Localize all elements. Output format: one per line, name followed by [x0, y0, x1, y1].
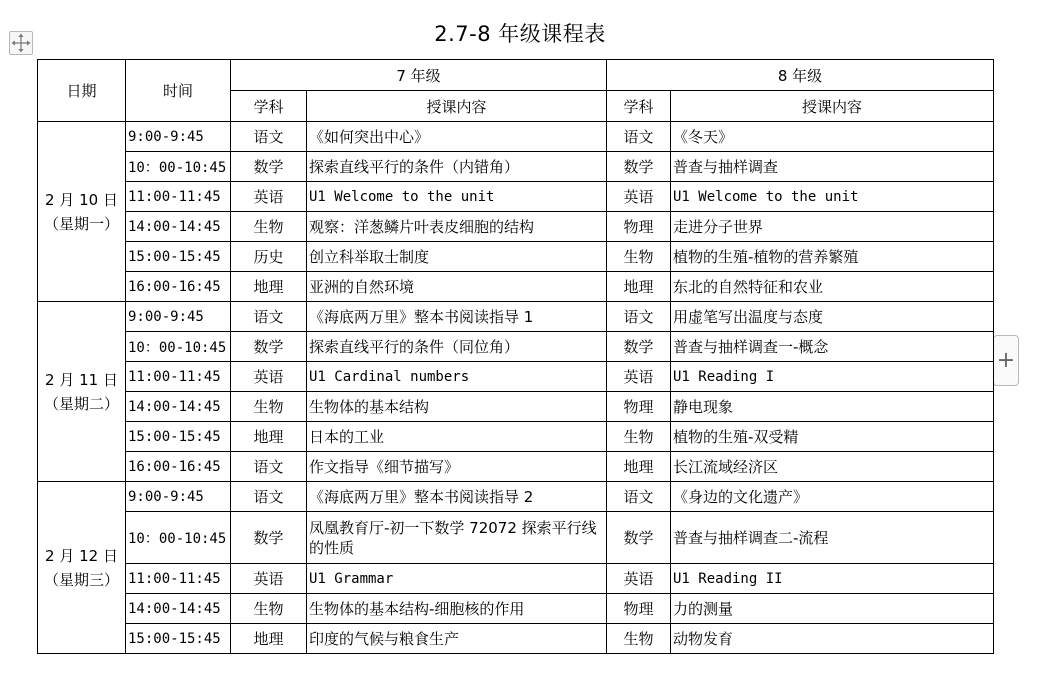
date-cell — [38, 122, 126, 302]
subject-7-cell: 语文 — [231, 122, 307, 152]
date-label: 2 月 11 日 — [45, 370, 118, 389]
table-row — [38, 242, 994, 272]
subject-7-cell: 数学 — [231, 152, 307, 182]
time-cell: 10：00-10:45 — [126, 332, 231, 362]
subject-7-cell: 语文 — [231, 302, 307, 332]
subject-7-cell: 地理 — [231, 422, 307, 452]
weekday-label: （星期一） — [43, 214, 119, 233]
move-arrows-icon[interactable] — [9, 31, 33, 55]
subject-8-cell: 英语 — [607, 564, 671, 594]
time-cell: 10：00-10:45 — [126, 512, 231, 564]
subject-8-cell: 数学 — [607, 152, 671, 182]
content-7-cell: 生物体的基本结构-细胞核的作用 — [307, 594, 607, 624]
weekday-label: （星期二） — [43, 394, 119, 413]
subject-7-cell: 数学 — [231, 512, 307, 564]
subject-8-cell: 生物 — [607, 422, 671, 452]
content-7-cell: 凤凰教育厅-初一下数学 72072 探索平行线的性质 — [307, 512, 607, 564]
subject-7-cell: 生物 — [231, 392, 307, 422]
content-7-cell: 《如何突出中心》 — [307, 122, 607, 152]
content-8-cell: 动物发育 — [671, 624, 994, 654]
subject-7-cell: 地理 — [231, 624, 307, 654]
time-cell: 16:00-16:45 — [126, 452, 231, 482]
subject-7-cell: 生物 — [231, 212, 307, 242]
time-cell: 9:00-9:45 — [126, 122, 231, 152]
time-cell: 10：00-10:45 — [126, 152, 231, 182]
content-8-cell: 植物的生殖-双受精 — [671, 422, 994, 452]
time-cell: 14:00-14:45 — [126, 594, 231, 624]
table-row — [38, 332, 994, 362]
content-8-cell: 长江流域经济区 — [671, 452, 994, 482]
header-subject-7: 学科 — [231, 91, 307, 122]
header-time: 时间 — [126, 60, 231, 122]
table-row — [38, 152, 994, 182]
content-8-cell: 普查与抽样调查 — [671, 152, 994, 182]
subject-8-cell: 物理 — [607, 212, 671, 242]
subject-7-cell: 英语 — [231, 362, 307, 392]
content-7-cell: 印度的气候与粮食生产 — [307, 624, 607, 654]
content-7-cell: 日本的工业 — [307, 422, 607, 452]
date-label: 2 月 12 日 — [45, 546, 118, 565]
subject-8-cell: 英语 — [607, 182, 671, 212]
time-cell: 15:00-15:45 — [126, 624, 231, 654]
subject-8-cell: 语文 — [607, 482, 671, 512]
content-7-cell: 创立科举取士制度 — [307, 242, 607, 272]
content-7-cell: U1 Welcome to the unit — [307, 182, 607, 212]
content-8-cell: U1 Reading II — [671, 564, 994, 594]
header-grade7: 7 年级 — [231, 60, 607, 91]
table-row — [38, 452, 994, 482]
subject-8-cell: 数学 — [607, 512, 671, 564]
header-content-7: 授课内容 — [307, 91, 607, 122]
content-8-cell: 静电现象 — [671, 392, 994, 422]
content-7-cell: 探索直线平行的条件（内错角） — [307, 152, 607, 182]
table-row — [38, 272, 994, 302]
table-row — [38, 362, 994, 392]
content-7-cell: 《海底两万里》整本书阅读指导 1 — [307, 302, 607, 332]
subject-8-cell: 生物 — [607, 242, 671, 272]
header-date: 日期 — [38, 60, 126, 122]
content-7-cell: 亚洲的自然环境 — [307, 272, 607, 302]
table-row — [38, 624, 994, 654]
content-8-cell: 《冬天》 — [671, 122, 994, 152]
time-cell: 11:00-11:45 — [126, 362, 231, 392]
table-row — [38, 392, 994, 422]
subject-7-cell: 语文 — [231, 482, 307, 512]
table-row — [38, 512, 994, 564]
table-row — [38, 182, 994, 212]
subject-8-cell: 语文 — [607, 122, 671, 152]
header-subject-8: 学科 — [607, 91, 671, 122]
content-7-cell: 《海底两万里》整本书阅读指导 2 — [307, 482, 607, 512]
content-7-cell: 作文指导《细节描写》 — [307, 452, 607, 482]
header-content-8: 授课内容 — [671, 91, 994, 122]
subject-7-cell: 生物 — [231, 594, 307, 624]
time-cell: 11:00-11:45 — [126, 182, 231, 212]
time-cell: 14:00-14:45 — [126, 392, 231, 422]
subject-7-cell: 英语 — [231, 182, 307, 212]
header-grade8: 8 年级 — [607, 60, 994, 91]
time-cell: 15:00-15:45 — [126, 422, 231, 452]
content-7-cell: U1 Grammar — [307, 564, 607, 594]
table-row — [38, 482, 994, 512]
table-row — [38, 212, 994, 242]
plus-icon[interactable]: + — [993, 335, 1019, 386]
subject-8-cell: 语文 — [607, 302, 671, 332]
table-row — [38, 302, 994, 332]
table-row — [38, 564, 994, 594]
date-label: 2 月 10 日 — [45, 190, 118, 209]
subject-7-cell: 语文 — [231, 452, 307, 482]
time-cell: 14:00-14:45 — [126, 212, 231, 242]
content-8-cell: 普查与抽样调查二-流程 — [671, 512, 994, 564]
subject-8-cell: 物理 — [607, 392, 671, 422]
content-8-cell: 植物的生殖-植物的营养繁殖 — [671, 242, 994, 272]
subject-8-cell: 数学 — [607, 332, 671, 362]
document-title: 2.7-8 年级课程表 — [434, 22, 606, 46]
content-8-cell: U1 Welcome to the unit — [671, 182, 994, 212]
schedule-table — [37, 59, 994, 654]
weekday-label: （星期三） — [43, 570, 119, 589]
table-row — [38, 594, 994, 624]
date-cell — [38, 302, 126, 482]
content-8-cell: U1 Reading I — [671, 362, 994, 392]
time-cell: 9:00-9:45 — [126, 482, 231, 512]
content-7-cell: 生物体的基本结构 — [307, 392, 607, 422]
subject-7-cell: 数学 — [231, 332, 307, 362]
subject-8-cell: 地理 — [607, 272, 671, 302]
content-8-cell: 力的测量 — [671, 594, 994, 624]
time-cell: 9:00-9:45 — [126, 302, 231, 332]
content-8-cell: 普查与抽样调查一-概念 — [671, 332, 994, 362]
table-row — [38, 422, 994, 452]
content-7-cell: 探索直线平行的条件（同位角） — [307, 332, 607, 362]
subject-8-cell: 地理 — [607, 452, 671, 482]
content-8-cell: 走进分子世界 — [671, 212, 994, 242]
table-row — [38, 122, 994, 152]
content-8-cell: 用虚笔写出温度与态度 — [671, 302, 994, 332]
content-8-cell: 《身边的文化遗产》 — [671, 482, 994, 512]
content-7-cell: U1 Cardinal numbers — [307, 362, 607, 392]
subject-7-cell: 地理 — [231, 272, 307, 302]
time-cell: 15:00-15:45 — [126, 242, 231, 272]
time-cell: 16:00-16:45 — [126, 272, 231, 302]
date-cell — [38, 482, 126, 654]
time-cell: 11:00-11:45 — [126, 564, 231, 594]
subject-8-cell: 物理 — [607, 594, 671, 624]
subject-7-cell: 英语 — [231, 564, 307, 594]
content-7-cell: 观察：洋葱鳞片叶表皮细胞的结构 — [307, 212, 607, 242]
subject-8-cell: 生物 — [607, 624, 671, 654]
subject-8-cell: 英语 — [607, 362, 671, 392]
content-8-cell: 东北的自然特征和农业 — [671, 272, 994, 302]
subject-7-cell: 历史 — [231, 242, 307, 272]
